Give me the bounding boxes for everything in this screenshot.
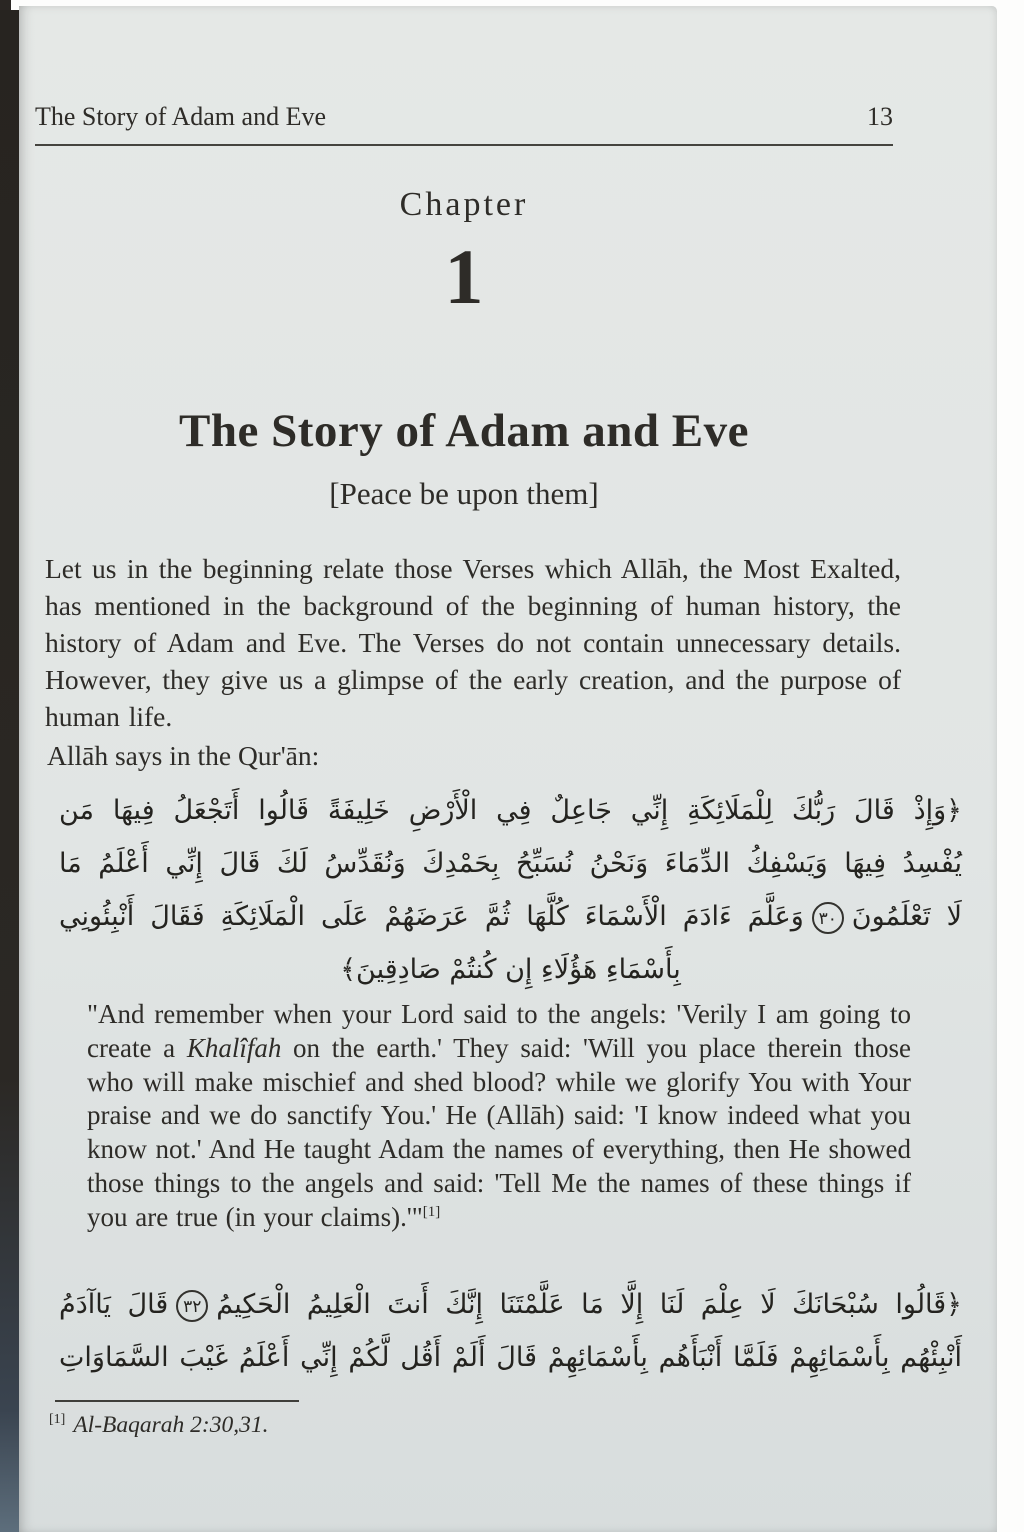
intro-paragraph: Let us in the beginning relate those Verses which Allāh, the Most Exalted, has mentioned in the background of the beginning of human history, the history of Adam and Eve. The Verses do not contain unnecessary details. However, they give us a glimpse of the early creation, and the purpose of human life. xyxy=(45,553,901,732)
chapter-label: Chapter xyxy=(399,186,529,223)
chapter-number: 1 xyxy=(444,233,484,320)
quran-line-text: لَا تَعْلَمُونَ xyxy=(851,901,962,932)
footnote xyxy=(49,1412,269,1439)
khalifah-italic: Khalîfah xyxy=(186,1032,282,1063)
footnote-marker: [1] xyxy=(49,1412,66,1428)
page-header xyxy=(35,102,893,132)
book-page xyxy=(19,6,997,1532)
footnote-rule xyxy=(55,1400,299,1402)
ayah-number-badge: ٣٢ xyxy=(176,1290,208,1322)
translation-text: "And remember when your Lord said to the angels: 'Verily I am going to create a xyxy=(87,999,911,1063)
footnote-ref: [1] xyxy=(422,1203,441,1220)
header-rule xyxy=(35,144,893,146)
chapter-title: The Story of Adam and Eve xyxy=(178,405,750,457)
quran-line-text: قَالَ يَاآدَمُ xyxy=(59,1289,169,1320)
quran-line-text: ﴿قَالُوا سُبْحَانَكَ لَا عِلْمَ لَنَا إِلَّا مَا عَلَّمْتَنَا إِنَّكَ أَنتَ الْعَلِيمُ الْحَكِيمُ xyxy=(216,1289,962,1320)
running-title: The Story of Adam and Eve xyxy=(35,102,326,131)
quran-line: بِأَسْمَاءِ هَؤُلَاءِ إِن كُنتُمْ صَادِقِينَ﴾ xyxy=(340,954,681,985)
quran-line xyxy=(59,1278,962,1331)
translation-text: on the earth.' They said: 'Will you place therein those who will make mischief and shed blood? while we glorify You with Your praise and we do sanctify You.' He (Allāh) said: 'I know indeed what you know not.' And He taught Adam the names of everything, then He showed those things to the angels and said: 'Tell Me the names of these things if you are true (in your claims).'" xyxy=(87,1032,911,1232)
quran-lead-in: Allāh says in the Qur'ān: xyxy=(47,740,320,771)
quran-verse-block-2 xyxy=(59,1278,962,1384)
quran-line: ﴿وَإِذْ قَالَ رَبُّكَ لِلْمَلَائِكَةِ إِنِّي جَاعِلٌ فِي الْأَرْضِ خَلِيفَةً قَالُوا أَتَجْعَلُ فِيهَا مَن xyxy=(59,795,962,826)
ayah-number-badge: ٣٠ xyxy=(812,902,844,934)
quran-verse-block-1 xyxy=(59,784,962,996)
page-number: 13 xyxy=(867,102,893,131)
quran-line-text: وَعَلَّمَ ءَادَمَ الْأَسْمَاءَ كُلَّهَا ثُمَّ عَرَضَهُمْ عَلَى الْمَلَائِكَةِ فَقَالَ أَنْبِئُونِي xyxy=(59,901,804,932)
footnote-reference: Al-Baqarah 2:30,31. xyxy=(73,1412,269,1438)
quran-line: يُفْسِدُ فِيهَا وَيَسْفِكُ الدِّمَاءَ وَنَحْنُ نُسَبِّحُ بِحَمْدِكَ وَنُقَدِّسُ لَكَ قَالَ إِنِّي أَعْلَمُ مَا xyxy=(59,848,962,879)
quran-line: أَنْبِئْهُم بِأَسْمَائِهِمْ فَلَمَّا أَنْبَأَهُم بِأَسْمَائِهِمْ قَالَ أَلَمْ أَقُل لَّكُمْ إِنِّي أَعْلَمُ غَيْبَ السَّمَاوَاتِ xyxy=(59,1342,962,1373)
chapter-subtitle: [Peace be upon them] xyxy=(329,476,599,511)
book-spine xyxy=(0,10,19,1532)
quran-line xyxy=(59,890,962,943)
translation-block xyxy=(87,998,911,1235)
